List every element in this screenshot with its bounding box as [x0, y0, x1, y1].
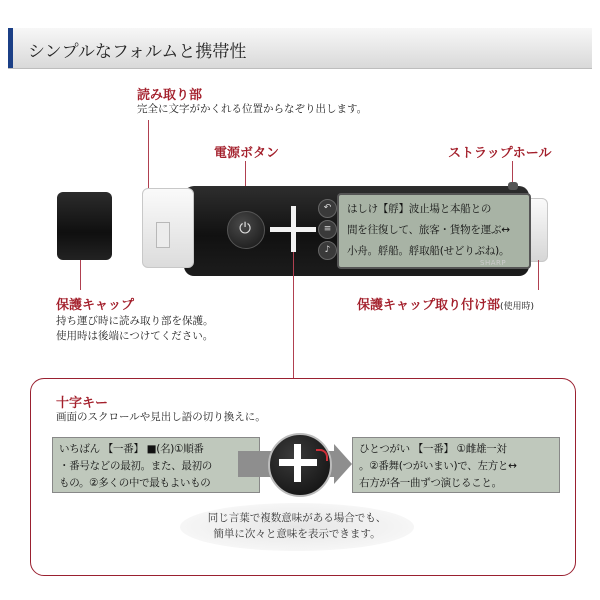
strap-label: ストラップホール [448, 146, 552, 161]
cap-label: 保護キャップ [56, 298, 135, 313]
sound-icon[interactable]: ♪ [318, 241, 337, 260]
cap-holder [528, 198, 548, 262]
screen-line: 間を往復して、旅客・貨物を運ぶ↔ [347, 224, 510, 236]
cap-holder-leader-line [538, 260, 539, 290]
cross-key-desc: 画面のスクロールや見出し語の切り換えに。 [56, 411, 266, 423]
protective-cap [57, 192, 112, 260]
cross-key-note [180, 510, 414, 542]
lcd-line: 右方が各一曲ずつ演じること。 [359, 477, 502, 489]
power-icon: ⏻ [239, 219, 251, 237]
cap-holder-label: 保護キャップ取り付け部 [357, 298, 501, 313]
strap-leader-line [512, 161, 513, 183]
transition-arrow-head [334, 444, 352, 484]
header-accent-bar [8, 28, 13, 68]
cross-key-horizontal [270, 227, 316, 232]
strap-hole [508, 182, 518, 190]
power-label: 電源ボタン [214, 146, 280, 161]
screen-line: はしけ【艀】波止場と本船との [347, 203, 492, 215]
cap-desc-2: 使用時は後端につけてください。 [56, 330, 214, 342]
page-title: シンプルなフォルムと携帯性 [28, 42, 247, 62]
back-icon[interactable]: ↶ [318, 199, 337, 218]
reader-label: 読み取り部 [137, 88, 203, 103]
section-header [8, 28, 592, 69]
lcd-line: もの。②多くの中で最もよいもの [59, 477, 211, 489]
cross-key-leader-line [293, 252, 294, 378]
brand-logo: SHARP [480, 259, 507, 267]
cap-holder-callout [357, 294, 534, 313]
lcd-before [52, 437, 260, 493]
note-line-2: 簡単に次々と意味を表示できます。 [213, 528, 381, 540]
cross-key-label: 十字キー [56, 396, 109, 411]
screen-line: 小舟。艀船。艀取船(せどりぶね)。 [347, 245, 510, 257]
cross-key[interactable] [270, 206, 316, 252]
menu-icon[interactable]: ≡ [318, 220, 337, 239]
lcd-line: ・番号などの最初。また、最初の [59, 460, 212, 472]
cap-holder-note: (使用時) [500, 302, 535, 312]
reader-tip [156, 222, 170, 248]
lcd-line: ひとつがい 【一番】 ①雌雄一対 [359, 443, 507, 455]
cap-desc-1: 持ち運び時に読み取り部を保護。 [56, 315, 214, 327]
cross-key-closeup-horizontal [279, 459, 317, 466]
lcd-line: 。②番舞(つがいまい)で、左方と↔ [359, 460, 517, 472]
cap-leader-line [80, 260, 81, 290]
reader-desc: 完全に文字がかくれる位置からなぞり出します。 [137, 103, 368, 115]
device-screen [337, 193, 531, 269]
note-line-1: 同じ言葉で複数意味がある場合でも、 [207, 512, 387, 524]
lcd-after [352, 437, 560, 493]
reader-leader-line [148, 120, 149, 190]
lcd-line: いちばん 【一番】 ■(名)①順番 [59, 443, 204, 455]
